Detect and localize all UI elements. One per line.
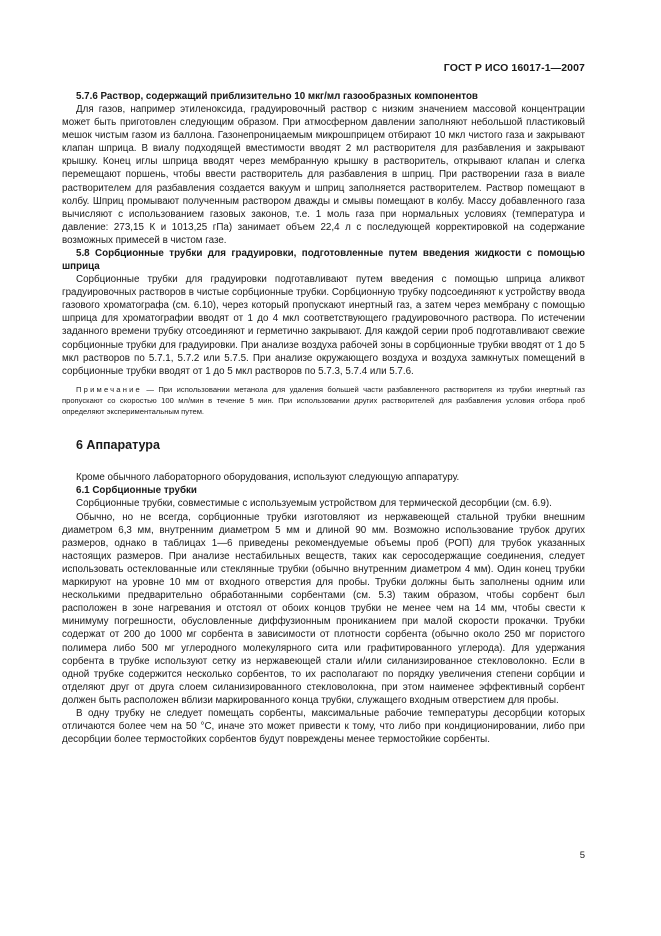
section-5-8-heading: 5.8 Сорбционные трубки для градуировки, подготовленные путем введения жидкости с помощью шприца [62,248,585,273]
section-5-8-note [62,384,585,418]
document-id: ГОСТ Р ИСО 16017-1—2007 [443,62,585,74]
section-5-7-6-heading: 5.7.6 Раствор, содержащий приблизительно 10 мкг/мл газообразных компонентов [76,91,478,102]
section-6-1-paragraph-1: Сорбционные трубки, совместимые с используемым устройством для термической десорбции (см. 6.9). [76,498,552,510]
page-content [62,90,585,746]
note-label: Примечание [76,384,142,394]
section-6-1-paragraph-2: Обычно, но не всегда, сорбционные трубки изготовляют из нержавеющей стальной трубки внешним диаметром 6,3 мм, внутренним диаметром 5 мм и длиной 90 мм. Возможно использование трубок других размеров, однако в таблицах 1—6 приведены рекомендуемые объемы проб (РОП) для трубок указанных настоящих размеров. При анализе нестабильных веществ, таких как серосодержащие соединения, следует использовать остеклованные или стеклянные трубки (обычно внутренним диаметром 4 мм). Один конец трубки маркируют на уровне 10 мм от входного отверстия для пробы. Трубки должны быть заполнены одним или несколькими предварительно обработанными сорбентами (см. 5.3) таким образом, чтобы сорбент был расположен в зоне нагревания и отстоял от обоих концов трубки не менее чем на 14 мм, чтобы свести к минимуму погрешности, обусловленные диффузионным прониканием при малой скорости прокачки. Трубки содержат от 200 до 1000 мг сорбента в зависимости от плотности сорбента (обычно около 250 мг пористого полимера либо 500 мг углеродного молекулярного сита или графитированного углерода). Для удержания сорбента в трубке используют сетку из нержавеющей стали и/или силанизированное стекловолокно. Если в одной трубке содержится несколько сорбентов, то их располагают по порядку увеличения степени сорбции и отделяют друг от друга слоем силанизированного стекловолокна, при этом наименее эффективный сорбент должен быть расположен вблизи маркированного конца трубки, служащего входным отверстием для пробы. [62,511,585,706]
note-text: — При использовании метанола для удаления большей части разбавленного растворителя из трубки инертный газ пропускают со скоростью 100 мл/мин в течение 5 мин. При использовании других растворителей для разбавления условия отбора проб определяют экспериментальным путем. [62,384,585,417]
section-6-intro: Кроме обычного лабораторного оборудования, используют следующую аппаратуру. [76,472,460,484]
section-5-7-6-paragraph: Для газов, например этиленоксида, градуировочный раствор с низким значением массовой концентрации может быть приготовлен следующим образом. При атмосферном давлении заполняют небольшой пластиковый мешок чистым газом из баллона. Газонепроницаемым микрошприцем отбирают 10 мкл чистого газа и закрывают клапан шприца. В виалу подходящей вместимости вводят 2 мл растворителя для разбавления и закрывают крышку. Конец иглы шприца вводят через мембранную крышку в растворитель, открывают клапан и слегка перемещают поршень, чтобы ввести растворитель для разбавления в шприц. При растворении газа в виале растворителем для разбавления создается вакуум и шприц заполняется растворителем. Раствор помещают в колбу. Шприц промывают полученным раствором дважды и смывы помещают в колбу. Массу добавленного газа вычисляют с использованием газовых законов, т.е. 1 моль газа при нормальных условиях (температура и давление: 273,15 К и 1013,25 гПа) занимает объем 22,4 л с последующей корректировкой на содержание возможных примесей в чистом газе. [62,104,585,246]
section-5-8-paragraph: Сорбционные трубки для градуировки подготавливают путем введения с помощью шприца аликвот градуировочных растворов в чистые сорбционные трубки. Сорбционную трубку подсоединяют к устройству ввода газового хроматографа (см. 6.10), через который пропускают инертный газ, а затем через мембрану с помощью шприца для хроматографии вводят от 1 до 4 мкл соответствующего градуировочного раствора. По истечении заданного времени трубку отсоединяют и герметично закрывают. Для каждой серии проб подготавливают свежие сорбционные трубки для градуировки. При анализе воздуха рабочей зоны в сорбционные трубки вводят от 1 до 5 мкл растворов по 5.7.1, 5.7.2 или 5.7.5. При анализе окружающего воздуха и воздуха замкнутых помещений в сорбционные трубки вводят от 1 до 5 мкл растворов по 5.7.3, 5.7.4 или 5.7.6. [62,274,585,377]
section-6-heading: 6 Аппаратура [76,438,160,453]
section-6-1-paragraph-3: В одну трубку не следует помещать сорбенты, максимальные рабочие температуры десорбции которых отличаются более чем на 50 °С, иначе это может привести к тому, что либо при кондиционировании, либо при десорбции более термостойких сорбентов будут повреждены менее термостойкие сорбенты. [62,707,585,746]
section-6-1-heading: 6.1 Сорбционные трубки [76,485,197,497]
page-number: 5 [579,850,585,861]
